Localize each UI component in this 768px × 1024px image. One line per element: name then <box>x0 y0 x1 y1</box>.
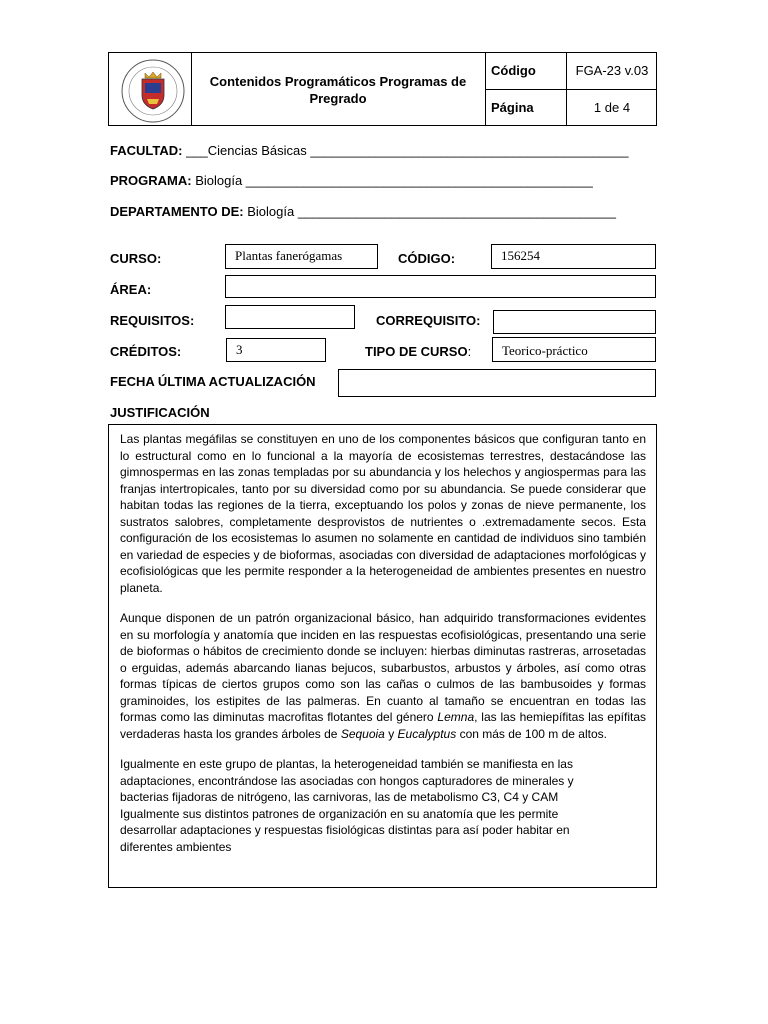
justificacion-label: JUSTIFICACIÓN <box>110 405 210 420</box>
justificacion-paragraph-1: Las plantas megáfilas se constituyen en uno de los componentes básicos que configuran tanto en lo estructural como en lo funcional a la mayoría de ecosistemas terrestres, destacándose las gimnospermas en las zonas templadas por su abundancia y los helechos y angiospermas para las franjas intertropicales, tanto por su diversidad como por su abundancia. Se puede considerar que habitan todas las regiones de la tierra, exceptuando los polos y zonas de nieve permanente, los sustratos salobres, completamente desprovistos de nutrientes o .extremadamente secos. Esta configuración de los ecosistemas lo asumen no solamente en cantidad de individuos sino también en variedad de especies y de bioformas, asociadas con diversidad de adaptaciones morfológicas y ecofisiológicas que les permite responder a la heterogeneidad de ambientes presentes en nuestro planeta. <box>120 432 646 595</box>
paragraph-3-line: bacterias fijadoras de nitrógeno, las carnivoras, las de metabolismo C3, C4 y CAM <box>120 790 559 804</box>
tipo-curso-label: TIPO DE CURSO <box>365 344 468 359</box>
paragraph-3-line: adaptaciones, encontrándose las asociadas con hongos capturadores de minerales y <box>120 773 574 788</box>
paragraph-3-line: diferentes ambientes <box>120 839 232 854</box>
area-label: ÁREA: <box>110 282 152 297</box>
pagina-value: 1 de 4 <box>593 100 631 115</box>
programa-label: PROGRAMA: <box>110 173 192 188</box>
justificacion-paragraph-3 <box>120 756 646 855</box>
pagina-label: Página <box>491 100 534 115</box>
genus-eucalyptus: Eucalyptus <box>397 726 457 741</box>
paragraph-2-text: , las las hemiepífitas las epífitas verdaderas hasta los grandes árboles de <box>120 710 646 741</box>
facultad-label: FACULTAD: <box>110 143 183 158</box>
curso-field[interactable]: Plantas fanerógamas <box>225 244 378 269</box>
tipo-curso-colon: : <box>467 344 472 359</box>
paragraph-2-text: Aunque disponen de un patrón organizacional básico, han adquirido transformaciones evidentes en su morfología y anatomía que inciden en las respuestas ecofisiológicas, presentando una serie de bioformas o hábitos de crecimiento donde se incluyen: hierbas diminutas rastreras, arrosetadas o erguidas, además abarcando lianas bejucos, subarbustos, arbustos y árboles, así como otras formas típicas de ciertos grupos como son las cañas o culmos de las bambusoides y formas graminoides, los estipites de las palmeras. En cuanto al tamaño se encuentran en todas las formas como las diminutas macrofitas flotantes del género <box>120 611 646 724</box>
header-divider <box>485 89 656 90</box>
requisitos-field[interactable] <box>225 305 355 329</box>
creditos-field[interactable]: 3 <box>226 338 326 362</box>
document-title: Contenidos Programáticos Programas de Pregrado <box>209 74 467 106</box>
requisitos-label: REQUISITOS: <box>110 313 195 328</box>
codigo-label: CÓDIGO: <box>398 251 456 266</box>
paragraph-2-text: y <box>384 726 398 741</box>
genus-sequoia: Sequoia <box>340 726 385 741</box>
codigo-header-label: Código <box>491 63 536 78</box>
correquisito-label: CORREQUISITO: <box>376 313 481 328</box>
codigo-header-value: FGA-23 v.03 <box>575 63 649 78</box>
departamento-row <box>110 204 616 219</box>
departamento-label: DEPARTAMENTO DE: <box>110 204 244 219</box>
paragraph-3-line: Igualmente sus distintos patrones de organización en su anatomía que les permite <box>120 806 559 821</box>
genus-lemna: Lemna <box>437 710 475 724</box>
correquisito-field[interactable] <box>493 310 656 334</box>
facultad-value: ___Ciencias Básicas ____________________________________________ <box>182 143 629 158</box>
university-seal-logo <box>121 59 185 123</box>
justificacion-box <box>108 424 657 888</box>
fecha-field[interactable] <box>338 369 656 397</box>
paragraph-3-line: desarrollar adaptaciones y respuestas fisiológicas distintas para así poder habitar en <box>120 823 570 837</box>
departamento-value: Biología ____________________________________________ <box>243 204 616 219</box>
justificacion-paragraph-2 <box>120 610 646 742</box>
programa-row <box>110 173 593 188</box>
programa-value: Biología ________________________________________________ <box>191 173 593 188</box>
area-field[interactable] <box>225 275 656 298</box>
codigo-field[interactable]: 156254 <box>491 244 656 269</box>
tipo-curso-row <box>365 344 471 359</box>
facultad-row <box>110 143 628 158</box>
document-header <box>108 52 657 126</box>
paragraph-3-line: Igualmente en este grupo de plantas, la heterogeneidad también se manifiesta en las <box>120 757 573 771</box>
fecha-label: FECHA ÚLTIMA ACTUALIZACIÓN <box>110 374 316 389</box>
tipo-curso-field[interactable]: Teorico-práctico <box>492 337 656 362</box>
paragraph-2-text: con más de 100 m de altos. <box>456 726 607 741</box>
creditos-label: CRÉDITOS: <box>110 344 182 359</box>
curso-label: CURSO: <box>110 251 162 266</box>
